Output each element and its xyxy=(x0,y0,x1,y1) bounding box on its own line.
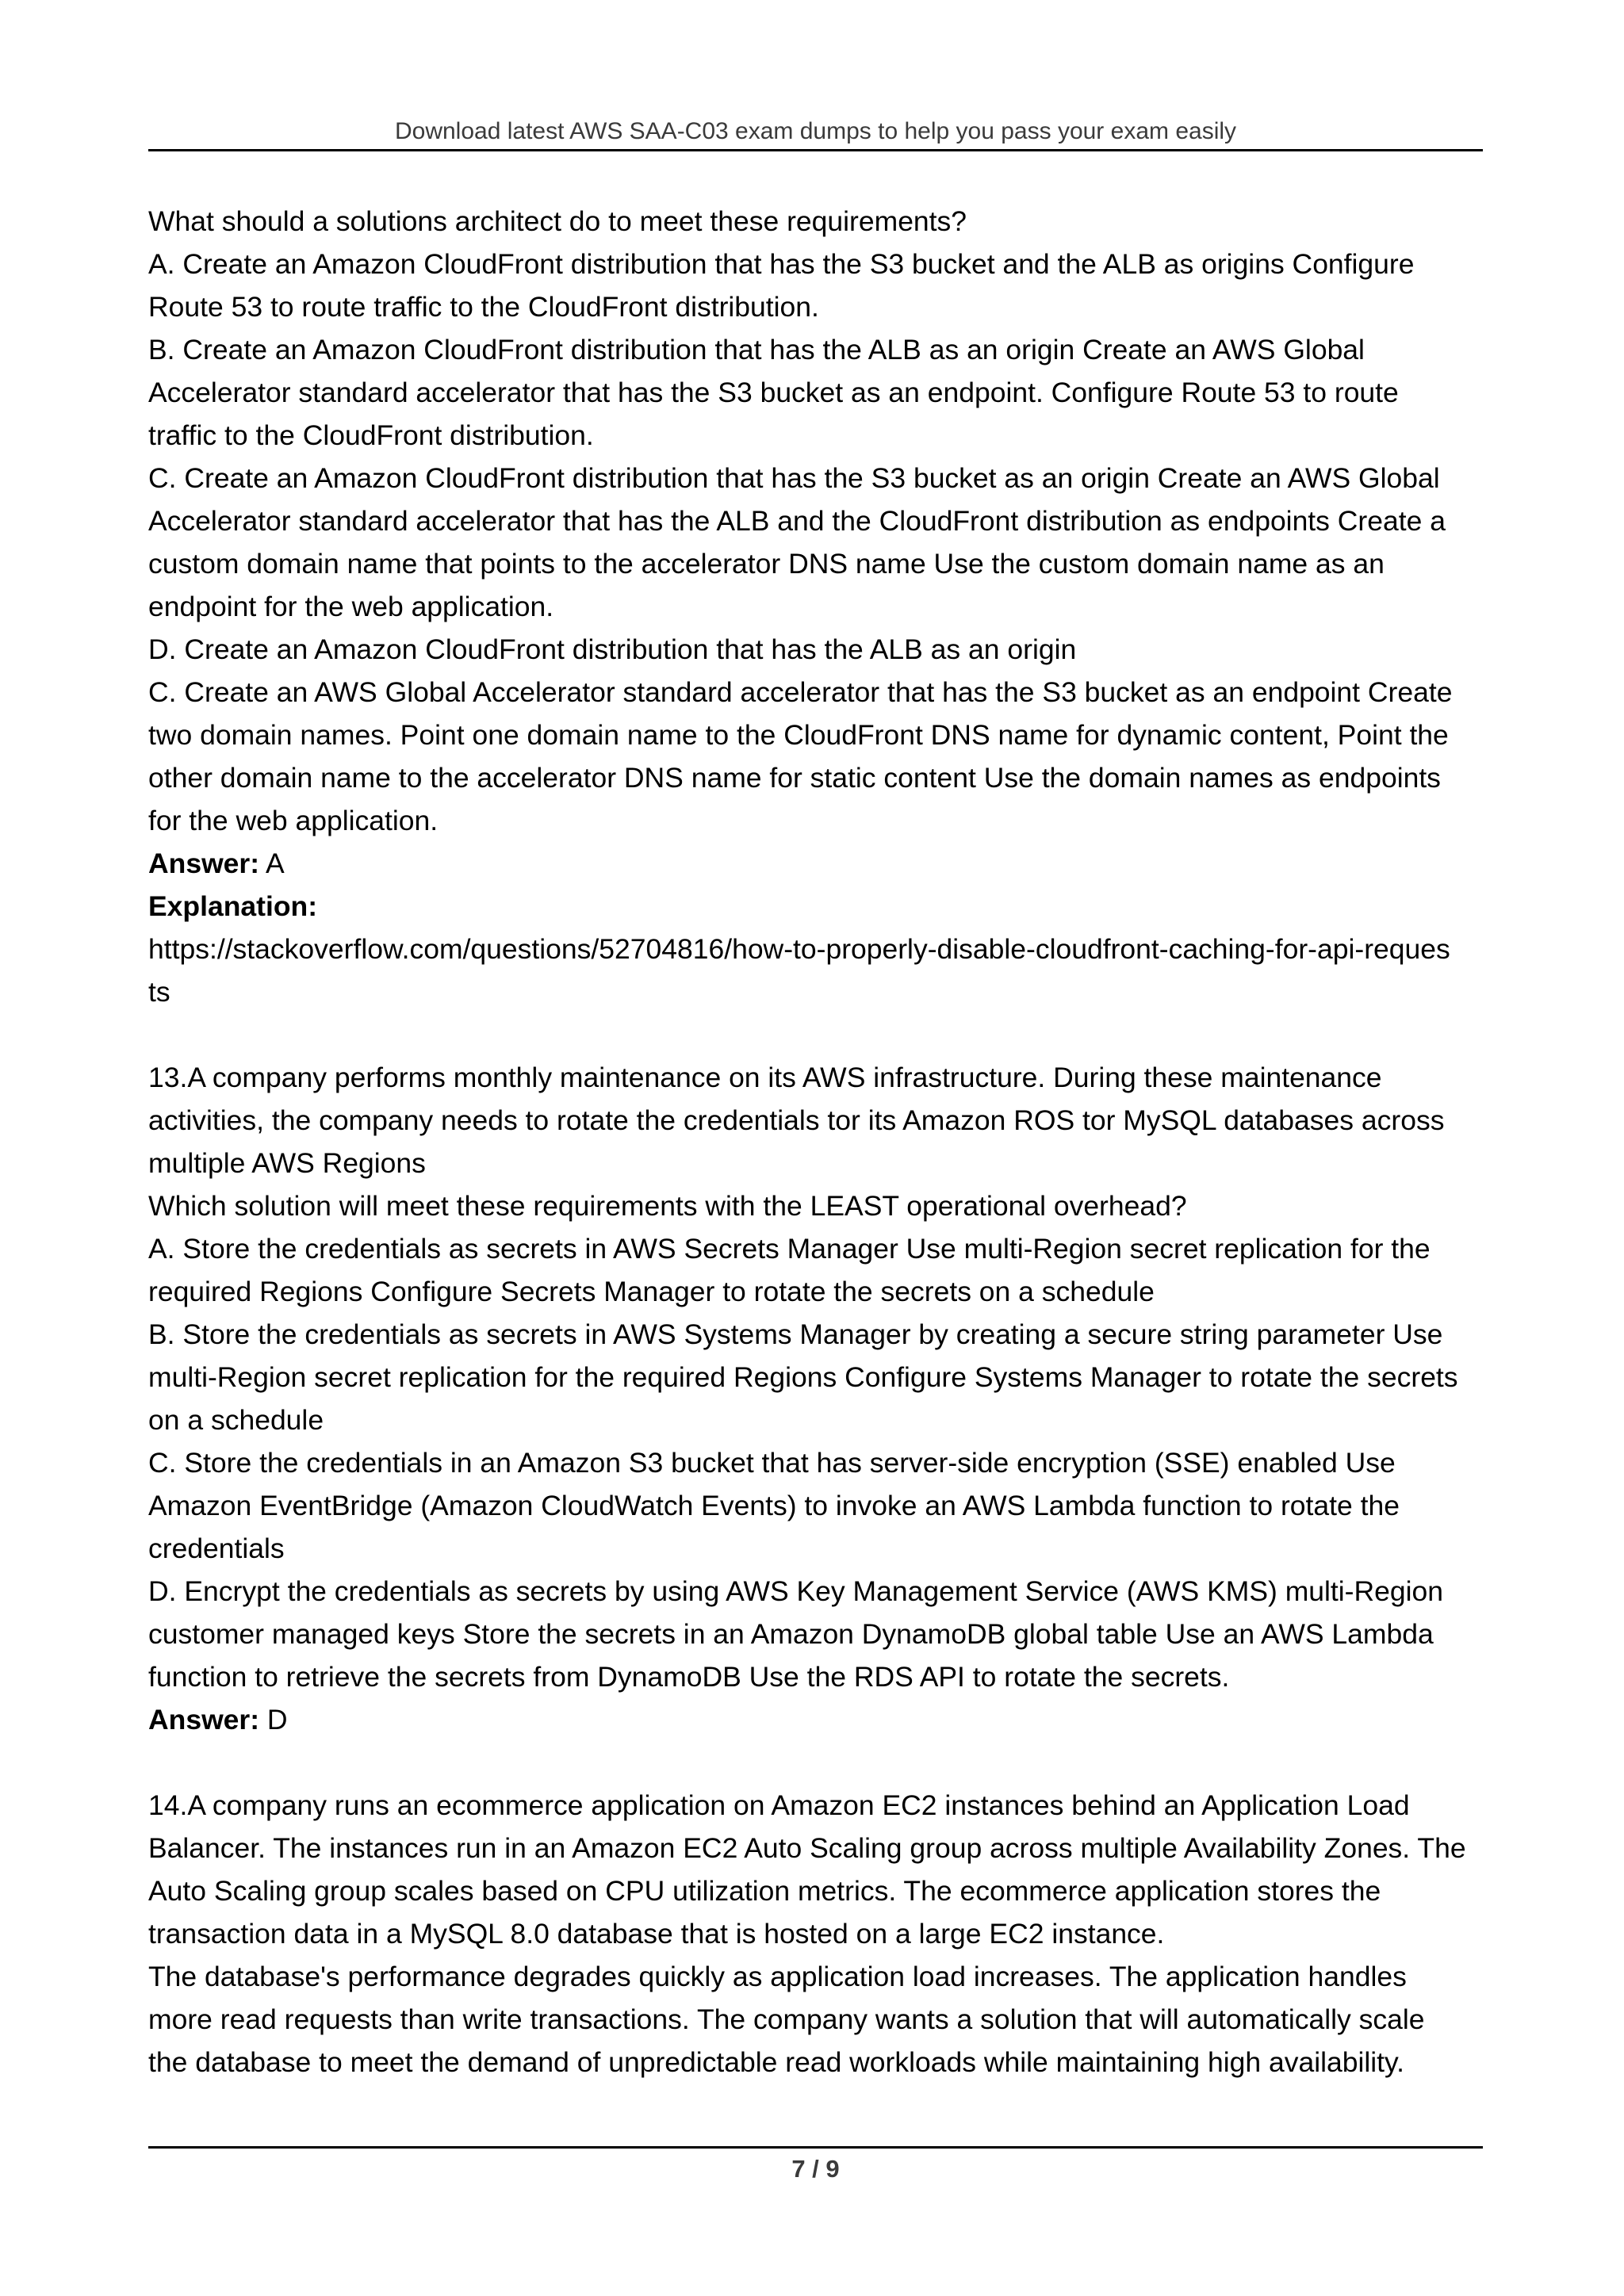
option-line: customer managed keys Store the secrets in an Amazon DynamoDB global table Use an AWS Lambda xyxy=(148,1618,1434,1650)
stem-line: more read requests than write transactions. The company wants a solution that will automatically scale xyxy=(148,2003,1425,2035)
answer-value: A xyxy=(259,848,285,879)
spacer xyxy=(148,1013,1488,1056)
option-line: D. Encrypt the credentials as secrets by using AWS Key Management Service (AWS KMS) multi-Region xyxy=(148,1575,1443,1607)
option-line: function to retrieve the secrets from DynamoDB Use the RDS API to rotate the secrets. xyxy=(148,1661,1230,1693)
stem-line: 13.A company performs monthly maintenance on its AWS infrastructure. During these maintenance xyxy=(148,1062,1382,1093)
option-b xyxy=(148,1313,1488,1441)
stem-line: transaction data in a MySQL 8.0 database that is hosted on a large EC2 instance. xyxy=(148,1918,1165,1950)
option-line: Amazon EventBridge (Amazon CloudWatch Events) to invoke an AWS Lambda function to rotate the xyxy=(148,1490,1400,1521)
option-line: two domain names. Point one domain name to the CloudFront DNS name for dynamic content, Point the xyxy=(148,719,1449,751)
stem-line: Which solution will meet these requirements with the LEAST operational overhead? xyxy=(148,1190,1187,1222)
explanation-link[interactable] xyxy=(148,928,1488,1013)
option-line: C. Create an Amazon CloudFront distribution that has the S3 bucket as an origin Create an AWS Global xyxy=(148,462,1440,494)
option-a xyxy=(148,243,1488,328)
explanation-label: Explanation: xyxy=(148,890,318,922)
question-14 xyxy=(148,1784,1488,2084)
option-line: credentials xyxy=(148,1533,285,1564)
option-line: traffic to the CloudFront distribution. xyxy=(148,419,594,451)
stem-line: the database to meet the demand of unpredictable read workloads while maintaining high availability. xyxy=(148,2046,1405,2078)
explanation-link-line[interactable]: https://stackoverflow.com/questions/52704816/how-to-properly-disable-cloudfront-caching-for-api-reques xyxy=(148,933,1450,965)
spacer xyxy=(148,1741,1488,1784)
option-d xyxy=(148,1570,1488,1698)
stem-line: Balancer. The instances run in an Amazon EC2 Auto Scaling group across multiple Availability Zones. The xyxy=(148,1832,1466,1864)
option-line: B. Create an Amazon CloudFront distribution that has the ALB as an origin Create an AWS Global xyxy=(148,334,1365,365)
stem-line: The database's performance degrades quickly as application load increases. The application handles xyxy=(148,1961,1407,1992)
question-13 xyxy=(148,1056,1488,1741)
option-b xyxy=(148,328,1488,457)
header-text: Download latest AWS SAA-C03 exam dumps to help you pass your exam easily xyxy=(394,118,1237,144)
answer-label: Answer: xyxy=(148,1704,260,1735)
option-line: B. Store the credentials as secrets in AWS Systems Manager by creating a secure string parameter Use xyxy=(148,1318,1443,1350)
option-line: C. Store the credentials in an Amazon S3 bucket that has server-side encryption (SSE) enabled Use xyxy=(148,1447,1396,1479)
question-12 xyxy=(148,200,1488,1013)
option-line: Accelerator standard accelerator that has the S3 bucket as an endpoint. Configure Route 53 to route xyxy=(148,377,1399,408)
explanation-link-line[interactable]: ts xyxy=(148,976,170,1008)
stem-line: multiple AWS Regions xyxy=(148,1147,426,1179)
option-line: required Regions Configure Secrets Manager to rotate the secrets on a schedule xyxy=(148,1276,1155,1307)
stem-line: 14.A company runs an ecommerce application on Amazon EC2 instances behind an Application Load xyxy=(148,1789,1410,1821)
page-content xyxy=(148,200,1488,2084)
option-d xyxy=(148,628,1488,842)
option-c xyxy=(148,1441,1488,1570)
option-line: multi-Region secret replication for the required Regions Configure Systems Manager to rotate the secrets xyxy=(148,1361,1458,1393)
option-line: other domain name to the accelerator DNS name for static content Use the domain names as endpoints xyxy=(148,762,1441,794)
answer-line xyxy=(148,842,1488,885)
option-line: D. Create an Amazon CloudFront distribution that has the ALB as an origin xyxy=(148,633,1077,665)
option-c xyxy=(148,457,1488,628)
stem-line: activities, the company needs to rotate the credentials tor its Amazon ROS tor MySQL databases across xyxy=(148,1104,1445,1136)
question-prompt: What should a solutions architect do to meet these requirements? xyxy=(148,205,967,237)
option-line: endpoint for the web application. xyxy=(148,591,554,622)
option-line: C. Create an AWS Global Accelerator standard accelerator that has the S3 bucket as an endpoint Create xyxy=(148,676,1453,708)
option-line: Route 53 to route traffic to the CloudFront distribution. xyxy=(148,291,819,323)
answer-label: Answer: xyxy=(148,848,260,879)
option-line: for the web application. xyxy=(148,805,439,836)
option-a xyxy=(148,1227,1488,1313)
question-stem xyxy=(148,1784,1488,2084)
stem-line: Auto Scaling group scales based on CPU utilization metrics. The ecommerce application stores the xyxy=(148,1875,1381,1907)
question-stem xyxy=(148,1056,1488,1227)
footer-divider xyxy=(148,2146,1483,2149)
answer-line xyxy=(148,1698,1488,1741)
page-header xyxy=(148,116,1483,151)
option-line: Accelerator standard accelerator that has the ALB and the CloudFront distribution as endpoints Create a xyxy=(148,505,1446,537)
answer-value: D xyxy=(259,1704,288,1735)
option-line: A. Store the credentials as secrets in AWS Secrets Manager Use multi-Region secret replication for the xyxy=(148,1233,1431,1265)
option-line: on a schedule xyxy=(148,1404,324,1436)
option-line: A. Create an Amazon CloudFront distribution that has the S3 bucket and the ALB as origins Configure xyxy=(148,248,1415,280)
page-number: 7 / 9 xyxy=(791,2155,840,2183)
option-line: custom domain name that points to the accelerator DNS name Use the custom domain name as an xyxy=(148,548,1385,580)
